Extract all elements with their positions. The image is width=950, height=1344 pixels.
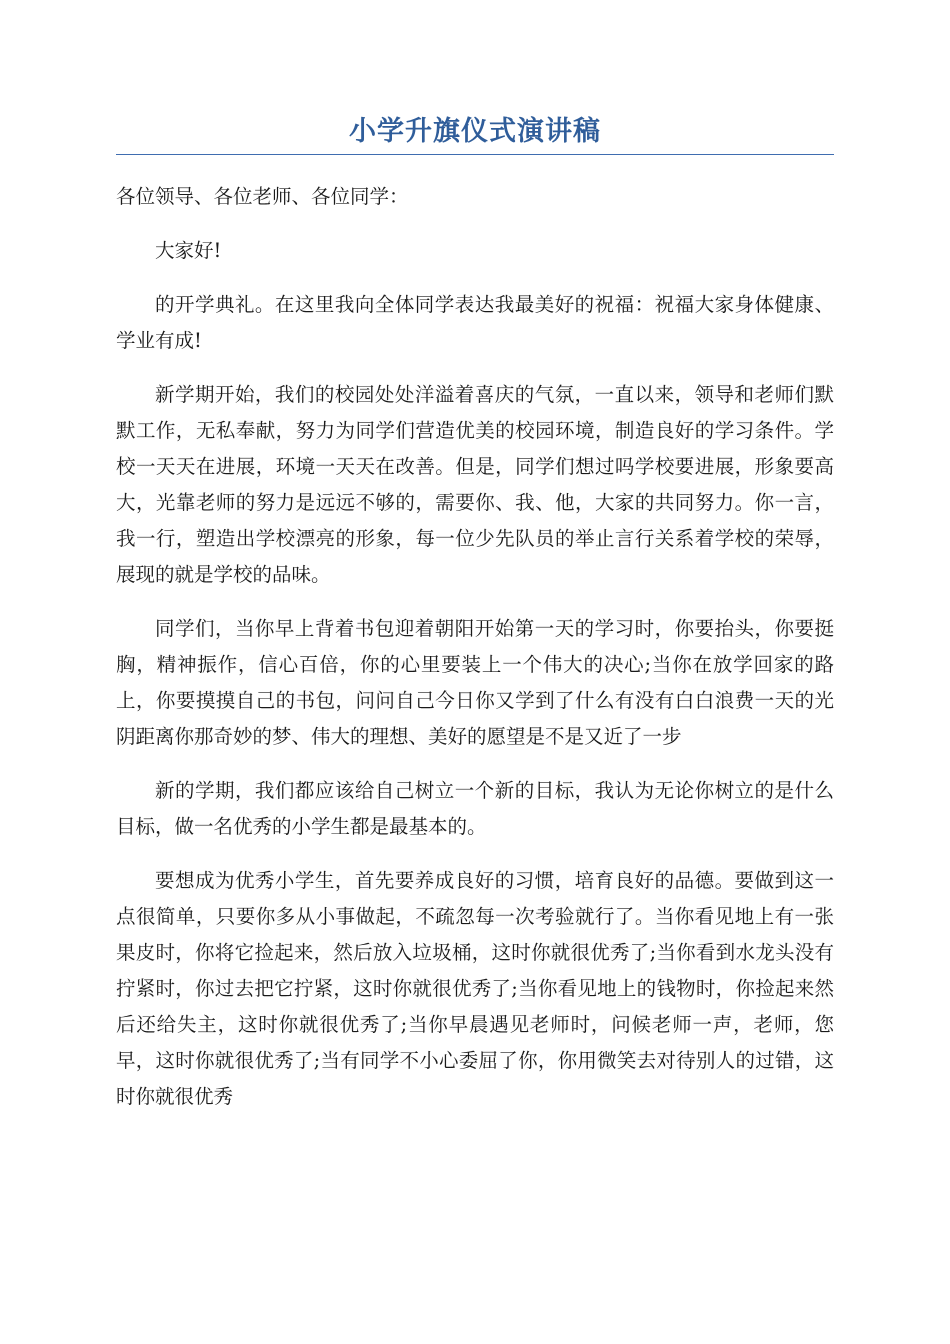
salutation: 各位领导、各位老师、各位同学： — [116, 185, 409, 208]
paragraph-greeting: 大家好! — [155, 239, 222, 262]
paragraph-good-habits: 要想成为优秀小学生，首先要养成良好的习惯，培育良好的品德。要做到这一点很简单，只要你多从小事做起，不疏忽每一次考验就行了。当你看见地上有一张果皮时，你将它捡起来，然后放入垃圾桶，这时你就很优秀了;当你看到水龙头没有拧紧时，你过去把它拧紧，这时你就很优秀了;当你看见地上的钱物时，你捡起来然后还给失主，这时你就很优秀了;当你早晨遇见老师时，问候老师一声，老师，您早，这时你就很优秀了;当有同学不小心委屈了你，你用微笑去对待别人的过错，这时你就很优秀 — [116, 869, 834, 1108]
document-title: 小学升旗仪式演讲稿 — [349, 116, 601, 147]
paragraph-blessing: 的开学典礼。在这里我向全体同学表达我最美好的祝福：祝福大家身体健康、学业有成! — [116, 293, 834, 352]
paragraph-new-term: 新学期开始，我们的校园处处洋溢着喜庆的气氛，一直以来，领导和老师们默默工作，无私奉献，努力为同学们营造优美的校园环境，制造良好的学习条件。学校一天天在进展，环境一天天在改善。但是，同学们想过吗学校要进展，形象要高大，光靠老师的努力是远远不够的，需要你、我、他，大家的共同努力。你一言，我一行，塑造出学校漂亮的形象，每一位少先队员的举止言行关系着学校的荣辱，展现的就是学校的品味。 — [116, 383, 834, 586]
paragraph-goal: 新的学期，我们都应该给自己树立一个新的目标，我认为无论你树立的是什么目标，做一名优秀的小学生都是最基本的。 — [116, 779, 834, 838]
title-underline — [116, 154, 834, 155]
paragraph-daily-study: 同学们，当你早上背着书包迎着朝阳开始第一天的学习时，你要抬头，你要挺胸，精神振作，信心百倍，你的心里要装上一个伟大的决心;当你在放学回家的路上，你要摸摸自己的书包，问问自己今日你又学到了什么有没有白白浪费一天的光阴距离你那奇妙的梦、伟大的理想、美好的愿望是不是又近了一步 — [116, 617, 834, 748]
document-page — [116, 112, 834, 1133]
